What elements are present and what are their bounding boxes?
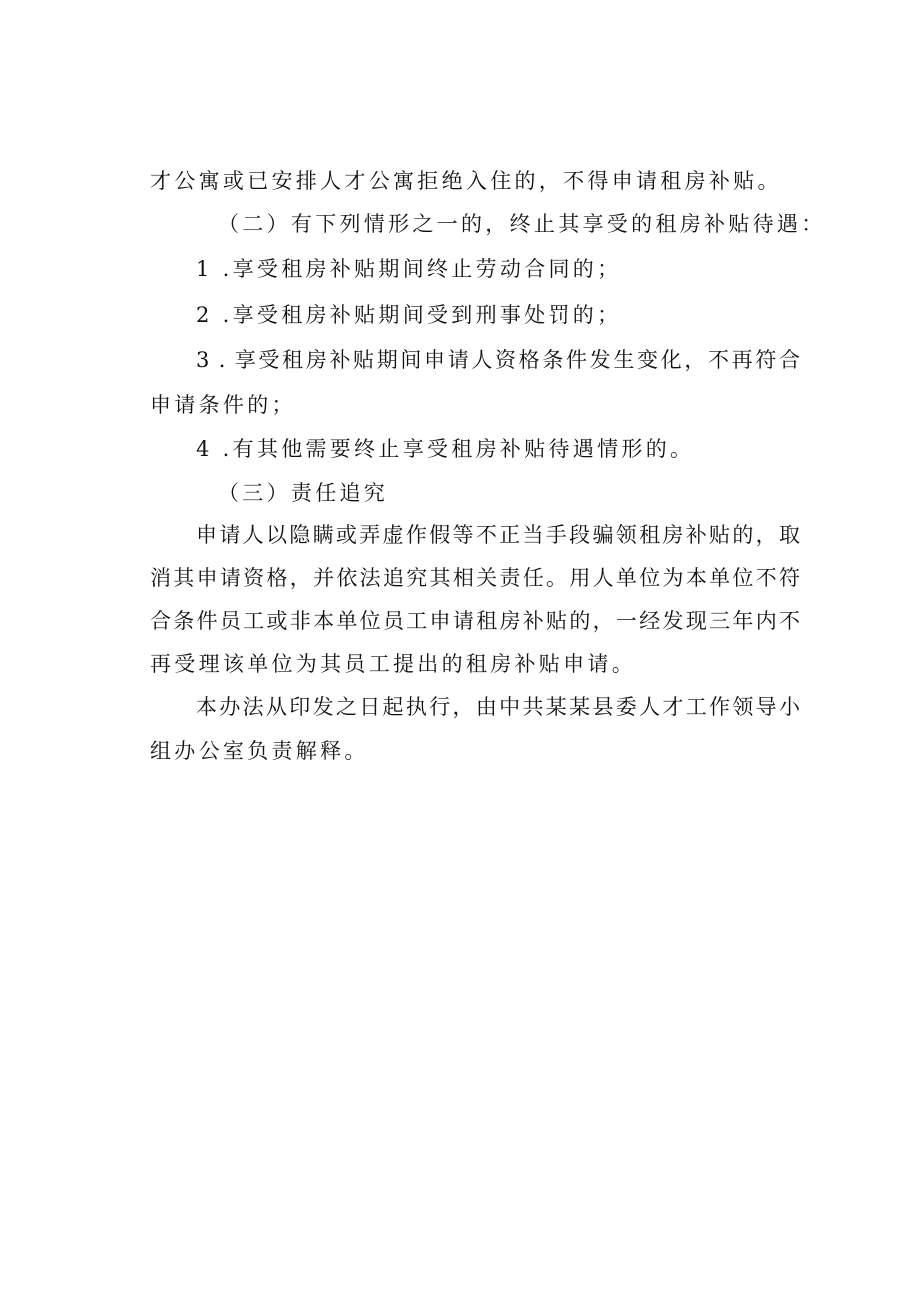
list-item-2: 2 .享受租房补贴期间受到刑事处罚的； [196, 303, 622, 327]
list-item-1: 1 .享受租房补贴期间终止劳动合同的； [196, 257, 622, 281]
paragraph-line-responsibility-1: 申请人以隐瞒或弄虚作假等不正当手段骗领租房补贴的，取 [196, 523, 800, 547]
paragraph-line-responsibility-2: 消其申请资格，并依法追究其相关责任。用人单位为本单位不符 [150, 566, 800, 590]
paragraph-line-responsibility-4: 再受理该单位为其员工提出的租房补贴申请。 [150, 652, 636, 676]
section-heading-3: （三）责任追究 [218, 481, 389, 505]
section-heading-2: （二）有下列情形之一的，终止其享受的租房补贴待遇： [218, 212, 826, 236]
paragraph-line-closing-1: 本办法从印发之日起执行，由中共某某县委人才工作领导小 [196, 695, 800, 719]
list-item-3-continuation: 申请条件的； [150, 393, 296, 417]
list-item-3: 3 . 享受租房补贴期间申请人资格条件发生变化，不再符合 [196, 348, 800, 372]
paragraph-line-responsibility-3: 合条件员工或非本单位员工申请租房补贴的，一经发现三年内不 [150, 609, 800, 633]
paragraph-line-closing-2: 组办公室负责解释。 [150, 739, 369, 763]
list-item-4: 4 .有其他需要终止享受租房补贴待遇情形的。 [196, 437, 695, 461]
paragraph-line-1: 才公寓或已安排人才公寓拒绝入住的，不得申请租房补贴。 [150, 169, 782, 193]
